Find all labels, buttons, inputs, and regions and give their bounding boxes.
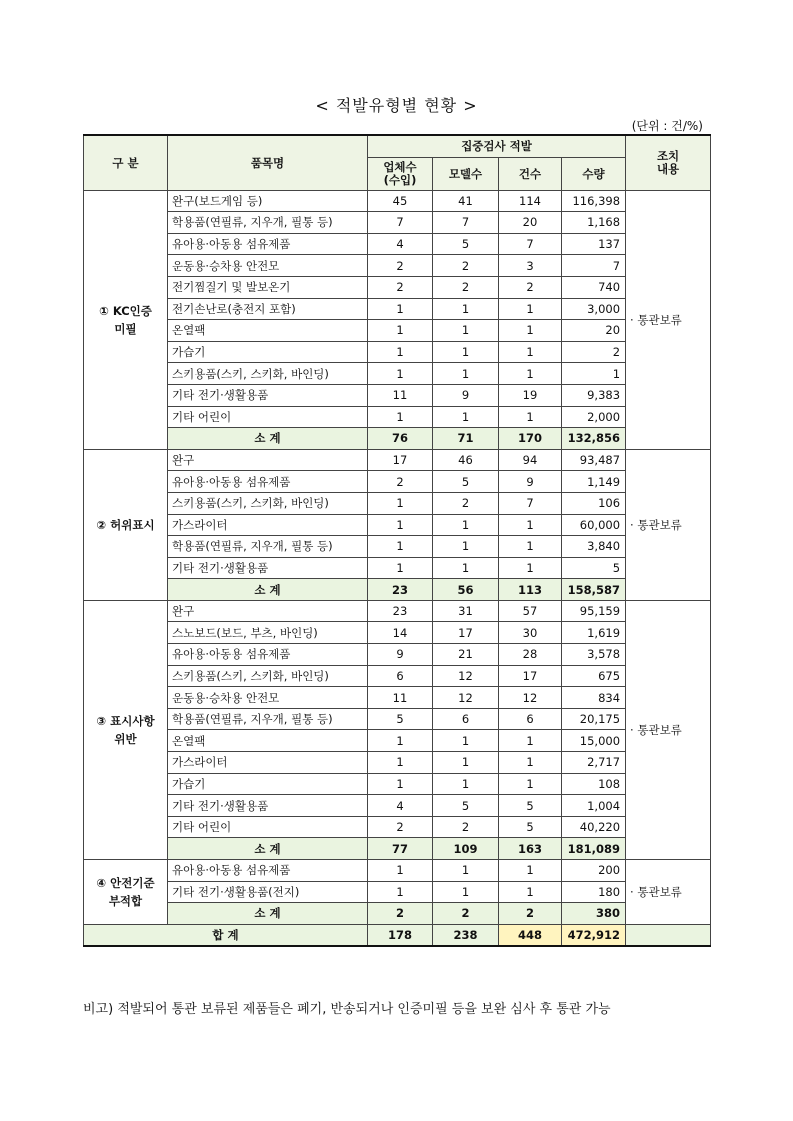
- table-row: [84, 860, 711, 882]
- companies-cell: 4: [368, 795, 433, 817]
- item-name-cell: 학용품(연필류, 지우개, 필통 등): [168, 708, 368, 730]
- subtotal-quantity: 158,587: [562, 579, 626, 601]
- total-cases: 448: [499, 924, 562, 946]
- item-name-cell: 온열팩: [168, 730, 368, 752]
- quantity-cell: 1,619: [562, 622, 626, 644]
- companies-cell: 2: [368, 255, 433, 277]
- cases-cell: 20: [499, 212, 562, 234]
- item-name-cell: 스키용품(스키, 스키화, 바인딩): [168, 665, 368, 687]
- models-cell: 1: [433, 406, 499, 428]
- cases-cell: 1: [499, 298, 562, 320]
- subtotal-quantity: 380: [562, 903, 626, 925]
- table-row: [84, 687, 711, 709]
- companies-cell: 1: [368, 341, 433, 363]
- quantity-cell: 740: [562, 276, 626, 298]
- models-cell: 12: [433, 687, 499, 709]
- models-cell: 2: [433, 255, 499, 277]
- models-cell: 1: [433, 730, 499, 752]
- cases-cell: 1: [499, 881, 562, 903]
- table-row: [84, 708, 711, 730]
- cases-cell: 17: [499, 665, 562, 687]
- item-name-cell: 완구: [168, 449, 368, 471]
- category-cell: ② 허위표시: [84, 449, 168, 600]
- models-cell: 1: [433, 881, 499, 903]
- models-cell: 5: [433, 795, 499, 817]
- models-cell: 1: [433, 298, 499, 320]
- models-cell: 1: [433, 363, 499, 385]
- header-group: 집중검사 적발: [368, 135, 626, 157]
- subtotal-cases: 170: [499, 428, 562, 450]
- table-row: [84, 644, 711, 666]
- quantity-cell: 1: [562, 363, 626, 385]
- subtotal-quantity: 132,856: [562, 428, 626, 450]
- subtotal-row: [84, 838, 711, 860]
- models-cell: 2: [433, 276, 499, 298]
- unit-label: (단위 : 건/%): [631, 119, 703, 133]
- item-name-cell: 가스라이터: [168, 514, 368, 536]
- category-cell: ① KC인증 미필: [84, 190, 168, 449]
- companies-cell: 1: [368, 320, 433, 342]
- table-row: [84, 449, 711, 471]
- subtotal-cases: 113: [499, 579, 562, 601]
- cases-cell: 1: [499, 406, 562, 428]
- table-row: [84, 471, 711, 493]
- table-row: [84, 557, 711, 579]
- companies-cell: 2: [368, 816, 433, 838]
- item-name-cell: 가스라이터: [168, 752, 368, 774]
- companies-cell: 1: [368, 557, 433, 579]
- header-cases: 건수: [499, 157, 562, 190]
- table-body: [84, 190, 711, 946]
- companies-cell: 1: [368, 492, 433, 514]
- cases-cell: 30: [499, 622, 562, 644]
- subtotal-row: [84, 903, 711, 925]
- total-companies: 178: [368, 924, 433, 946]
- models-cell: 1: [433, 773, 499, 795]
- companies-cell: 1: [368, 730, 433, 752]
- subtotal-models: 109: [433, 838, 499, 860]
- item-name-cell: 유아용·아동용 섬유제품: [168, 471, 368, 493]
- cases-cell: 5: [499, 795, 562, 817]
- item-name-cell: 완구: [168, 600, 368, 622]
- models-cell: 5: [433, 471, 499, 493]
- models-cell: 41: [433, 190, 499, 212]
- item-name-cell: 학용품(연필류, 지우개, 필통 등): [168, 536, 368, 558]
- cases-cell: 3: [499, 255, 562, 277]
- cases-cell: 7: [499, 233, 562, 255]
- quantity-cell: 40,220: [562, 816, 626, 838]
- cases-cell: 1: [499, 536, 562, 558]
- subtotal-models: 71: [433, 428, 499, 450]
- models-cell: 46: [433, 449, 499, 471]
- quantity-cell: 95,159: [562, 600, 626, 622]
- subtotal-quantity: 181,089: [562, 838, 626, 860]
- item-name-cell: 스키용품(스키, 스키화, 바인딩): [168, 492, 368, 514]
- models-cell: 6: [433, 708, 499, 730]
- document-title: < 적발유형별 현황 >: [315, 96, 478, 115]
- companies-cell: 1: [368, 363, 433, 385]
- table-row: [84, 795, 711, 817]
- companies-cell: 1: [368, 298, 433, 320]
- quantity-cell: 1,149: [562, 471, 626, 493]
- companies-cell: 1: [368, 514, 433, 536]
- companies-cell: 1: [368, 752, 433, 774]
- cases-cell: 57: [499, 600, 562, 622]
- item-name-cell: 기타 전기·생활용품: [168, 384, 368, 406]
- header-item: 품목명: [168, 135, 368, 190]
- cases-cell: 1: [499, 752, 562, 774]
- table-row: [84, 320, 711, 342]
- subtotal-models: 2: [433, 903, 499, 925]
- cases-cell: 19: [499, 384, 562, 406]
- item-name-cell: 온열팩: [168, 320, 368, 342]
- quantity-cell: 2,717: [562, 752, 626, 774]
- companies-cell: 7: [368, 212, 433, 234]
- item-name-cell: 운동용·승차용 안전모: [168, 687, 368, 709]
- table-row: [84, 730, 711, 752]
- table-row: [84, 212, 711, 234]
- table-row: [84, 384, 711, 406]
- total-row: [84, 924, 711, 946]
- models-cell: 7: [433, 212, 499, 234]
- models-cell: 9: [433, 384, 499, 406]
- table-row: [84, 622, 711, 644]
- item-name-cell: 기타 전기·생활용품(전지): [168, 881, 368, 903]
- subtotal-companies: 23: [368, 579, 433, 601]
- table-row: [84, 492, 711, 514]
- category-cell: ④ 안전기준 부적합: [84, 860, 168, 925]
- quantity-cell: 9,383: [562, 384, 626, 406]
- action-cell: · 통관보류: [626, 860, 711, 925]
- companies-cell: 4: [368, 233, 433, 255]
- quantity-cell: 3,000: [562, 298, 626, 320]
- subtotal-row: [84, 579, 711, 601]
- item-name-cell: 유아용·아동용 섬유제품: [168, 860, 368, 882]
- cases-cell: 1: [499, 773, 562, 795]
- item-name-cell: 가습기: [168, 341, 368, 363]
- companies-cell: 45: [368, 190, 433, 212]
- quantity-cell: 200: [562, 860, 626, 882]
- header-action: 조치 내용: [626, 135, 711, 190]
- companies-cell: 5: [368, 708, 433, 730]
- item-name-cell: 기타 어린이: [168, 816, 368, 838]
- companies-cell: 14: [368, 622, 433, 644]
- models-cell: 1: [433, 320, 499, 342]
- companies-cell: 2: [368, 471, 433, 493]
- companies-cell: 1: [368, 536, 433, 558]
- table-row: [84, 298, 711, 320]
- quantity-cell: 93,487: [562, 449, 626, 471]
- subtotal-row: [84, 428, 711, 450]
- total-label: 합 계: [84, 924, 368, 946]
- item-name-cell: 가습기: [168, 773, 368, 795]
- models-cell: 31: [433, 600, 499, 622]
- models-cell: 1: [433, 536, 499, 558]
- companies-cell: 11: [368, 687, 433, 709]
- companies-cell: 6: [368, 665, 433, 687]
- quantity-cell: 2: [562, 341, 626, 363]
- total-action-empty: [626, 924, 711, 946]
- item-name-cell: 기타 어린이: [168, 406, 368, 428]
- category-cell: ③ 표시사항 위반: [84, 600, 168, 859]
- cases-cell: 94: [499, 449, 562, 471]
- table-row: [84, 363, 711, 385]
- subtotal-models: 56: [433, 579, 499, 601]
- subtotal-companies: 77: [368, 838, 433, 860]
- quantity-cell: 60,000: [562, 514, 626, 536]
- cases-cell: 12: [499, 687, 562, 709]
- cases-cell: 1: [499, 320, 562, 342]
- table-row: [84, 816, 711, 838]
- cases-cell: 1: [499, 730, 562, 752]
- cases-cell: 1: [499, 860, 562, 882]
- models-cell: 21: [433, 644, 499, 666]
- action-cell: · 통관보류: [626, 600, 711, 859]
- cases-cell: 7: [499, 492, 562, 514]
- quantity-cell: 20,175: [562, 708, 626, 730]
- total-quantity: 472,912: [562, 924, 626, 946]
- models-cell: 1: [433, 860, 499, 882]
- cases-cell: 6: [499, 708, 562, 730]
- companies-cell: 9: [368, 644, 433, 666]
- models-cell: 17: [433, 622, 499, 644]
- quantity-cell: 3,578: [562, 644, 626, 666]
- table-row: [84, 881, 711, 903]
- item-name-cell: 완구(보드게임 등): [168, 190, 368, 212]
- cases-cell: 28: [499, 644, 562, 666]
- companies-cell: 1: [368, 773, 433, 795]
- quantity-cell: 834: [562, 687, 626, 709]
- subtotal-companies: 2: [368, 903, 433, 925]
- table-row: [84, 665, 711, 687]
- subtotal-label: 소 계: [168, 428, 368, 450]
- table-row: [84, 233, 711, 255]
- header-models: 모델수: [433, 157, 499, 190]
- item-name-cell: 스키용품(스키, 스키화, 바인딩): [168, 363, 368, 385]
- table-row: [84, 752, 711, 774]
- models-cell: 12: [433, 665, 499, 687]
- violation-type-table: [83, 134, 711, 947]
- quantity-cell: 675: [562, 665, 626, 687]
- subtotal-label: 소 계: [168, 903, 368, 925]
- models-cell: 1: [433, 341, 499, 363]
- cases-cell: 1: [499, 341, 562, 363]
- item-name-cell: 기타 전기·생활용품: [168, 557, 368, 579]
- quantity-cell: 20: [562, 320, 626, 342]
- total-models: 238: [433, 924, 499, 946]
- cases-cell: 1: [499, 557, 562, 579]
- quantity-cell: 5: [562, 557, 626, 579]
- item-name-cell: 학용품(연필류, 지우개, 필통 등): [168, 212, 368, 234]
- item-name-cell: 전기찜질기 및 발보온기: [168, 276, 368, 298]
- models-cell: 5: [433, 233, 499, 255]
- companies-cell: 1: [368, 860, 433, 882]
- companies-cell: 17: [368, 449, 433, 471]
- quantity-cell: 116,398: [562, 190, 626, 212]
- table-row: [84, 406, 711, 428]
- cases-cell: 9: [499, 471, 562, 493]
- models-cell: 1: [433, 557, 499, 579]
- companies-cell: 2: [368, 276, 433, 298]
- header-companies: 업체수 (수입): [368, 157, 433, 190]
- item-name-cell: 유아용·아동용 섬유제품: [168, 233, 368, 255]
- action-cell: · 통관보류: [626, 190, 711, 449]
- header-category: 구 분: [84, 135, 168, 190]
- models-cell: 1: [433, 514, 499, 536]
- quantity-cell: 2,000: [562, 406, 626, 428]
- models-cell: 2: [433, 816, 499, 838]
- table-row: [84, 514, 711, 536]
- quantity-cell: 3,840: [562, 536, 626, 558]
- table-row: [84, 276, 711, 298]
- quantity-cell: 137: [562, 233, 626, 255]
- quantity-cell: 1,168: [562, 212, 626, 234]
- table-row: [84, 255, 711, 277]
- cases-cell: 5: [499, 816, 562, 838]
- table-row: [84, 190, 711, 212]
- cases-cell: 1: [499, 514, 562, 536]
- quantity-cell: 15,000: [562, 730, 626, 752]
- subtotal-cases: 2: [499, 903, 562, 925]
- subtotal-label: 소 계: [168, 838, 368, 860]
- companies-cell: 1: [368, 881, 433, 903]
- table-row: [84, 773, 711, 795]
- item-name-cell: 기타 전기·생활용품: [168, 795, 368, 817]
- subtotal-companies: 76: [368, 428, 433, 450]
- quantity-cell: 108: [562, 773, 626, 795]
- item-name-cell: 스노보드(보드, 부츠, 바인딩): [168, 622, 368, 644]
- item-name-cell: 운동용·승차용 안전모: [168, 255, 368, 277]
- footnote: 비고) 적발되어 통관 보류된 제품들은 폐기, 반송되거나 인증미필 등을 보완 심사 후 통관 가능: [83, 1002, 611, 1017]
- quantity-cell: 180: [562, 881, 626, 903]
- table-row: [84, 341, 711, 363]
- companies-cell: 23: [368, 600, 433, 622]
- models-cell: 1: [433, 752, 499, 774]
- quantity-cell: 7: [562, 255, 626, 277]
- companies-cell: 1: [368, 406, 433, 428]
- companies-cell: 11: [368, 384, 433, 406]
- cases-cell: 114: [499, 190, 562, 212]
- table-row: [84, 536, 711, 558]
- quantity-cell: 1,004: [562, 795, 626, 817]
- subtotal-cases: 163: [499, 838, 562, 860]
- cases-cell: 1: [499, 363, 562, 385]
- table-row: [84, 600, 711, 622]
- subtotal-label: 소 계: [168, 579, 368, 601]
- quantity-cell: 106: [562, 492, 626, 514]
- header-quantity: 수량: [562, 157, 626, 190]
- action-cell: · 통관보류: [626, 449, 711, 600]
- item-name-cell: 유아용·아동용 섬유제품: [168, 644, 368, 666]
- cases-cell: 2: [499, 276, 562, 298]
- models-cell: 2: [433, 492, 499, 514]
- item-name-cell: 전기손난로(충전지 포함): [168, 298, 368, 320]
